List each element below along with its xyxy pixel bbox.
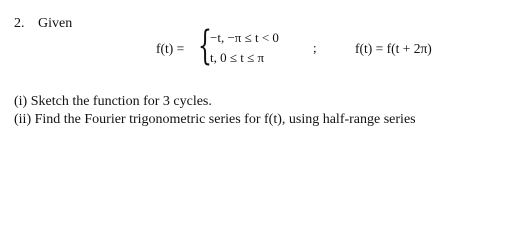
periodicity-condition: f(t) = f(t + 2π) — [355, 41, 432, 56]
cases-brace: { — [198, 23, 212, 69]
function-lhs: f(t) = — [156, 41, 185, 56]
question-number: 2. — [14, 16, 25, 31]
part-ii-text: (ii) Find the Fourier trigonometric series for f(t), using half-range series — [14, 112, 416, 127]
case-positive: t, 0 ≤ t ≤ π — [210, 50, 265, 65]
definition-separator: ; — [313, 40, 317, 55]
part-i-text: (i) Sketch the function for 3 cycles. — [14, 94, 212, 109]
case-negative: −t, −π ≤ t < 0 — [210, 30, 279, 45]
question-intro: Given — [38, 16, 73, 31]
